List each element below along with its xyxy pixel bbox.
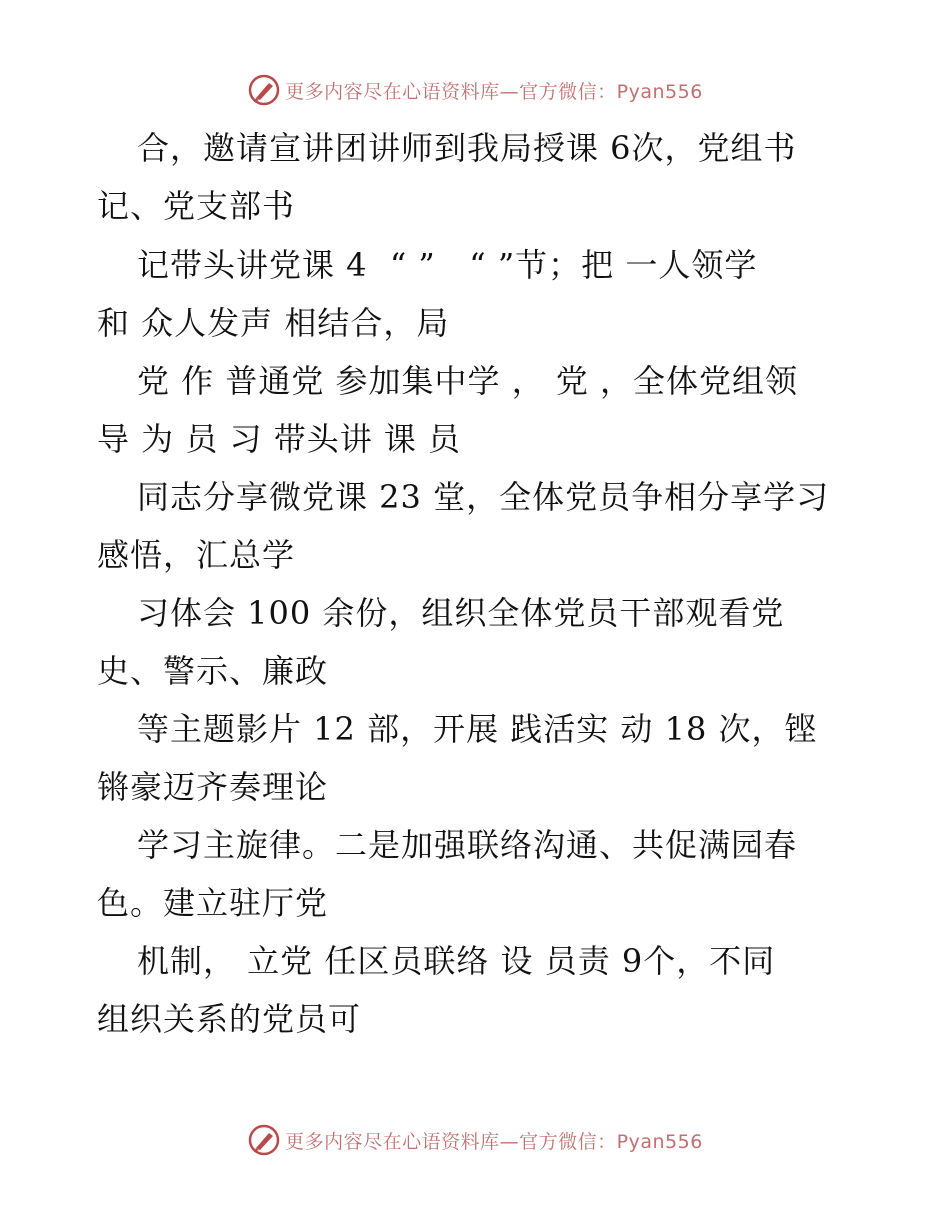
body-line: 色。建立驻厅党 <box>97 884 329 922</box>
body-line: 感悟，汇总学 <box>97 536 296 574</box>
body-line: 同志分享微党课 23 堂，全体党员争相分享学习 <box>137 478 830 516</box>
footer-banner <box>0 1120 950 1160</box>
body-line: 记、党支部书 <box>97 187 296 225</box>
body-line: 党 作 普通党 参加集中学 ， 党 ，全体党组领 <box>137 362 799 400</box>
body-line: 学习主旋律。二是加强联络沟通、共促满园春 <box>137 826 798 864</box>
body-line: 和 众人发声 相结合，局 <box>97 304 450 342</box>
body-line: 等主题影片 12 部，开展 践活实 动 18 次，铿 <box>137 710 818 748</box>
footer-banner-text: 更多内容尽在心语资料库—官方微信：Pyan556 <box>285 1130 703 1153</box>
pen-logo-icon <box>247 73 281 107</box>
body-line: 记带头讲党课 4 “ ” “ ”节；把 一人领学 <box>137 246 758 284</box>
body-line: 锵豪迈齐奏理论 <box>97 768 329 806</box>
header-banner <box>0 70 950 110</box>
body-line: 史、警示、廉政 <box>97 652 329 690</box>
pen-logo-icon <box>247 1123 281 1157</box>
body-line: 机制， 立党 任区员联络 设 员责 9个，不同 <box>137 942 776 980</box>
body-line: 合，邀请宣讲团讲师到我局授课 6次，党组书 <box>137 129 797 167</box>
body-line: 组织关系的党员可 <box>97 1000 362 1038</box>
header-banner-text: 更多内容尽在心语资料库—官方微信：Pyan556 <box>285 80 703 103</box>
body-line: 导 为 员 习 带头讲 课 员 <box>97 420 462 458</box>
body-line: 习体会 100 余份，组织全体党员干部观看党 <box>137 594 785 632</box>
